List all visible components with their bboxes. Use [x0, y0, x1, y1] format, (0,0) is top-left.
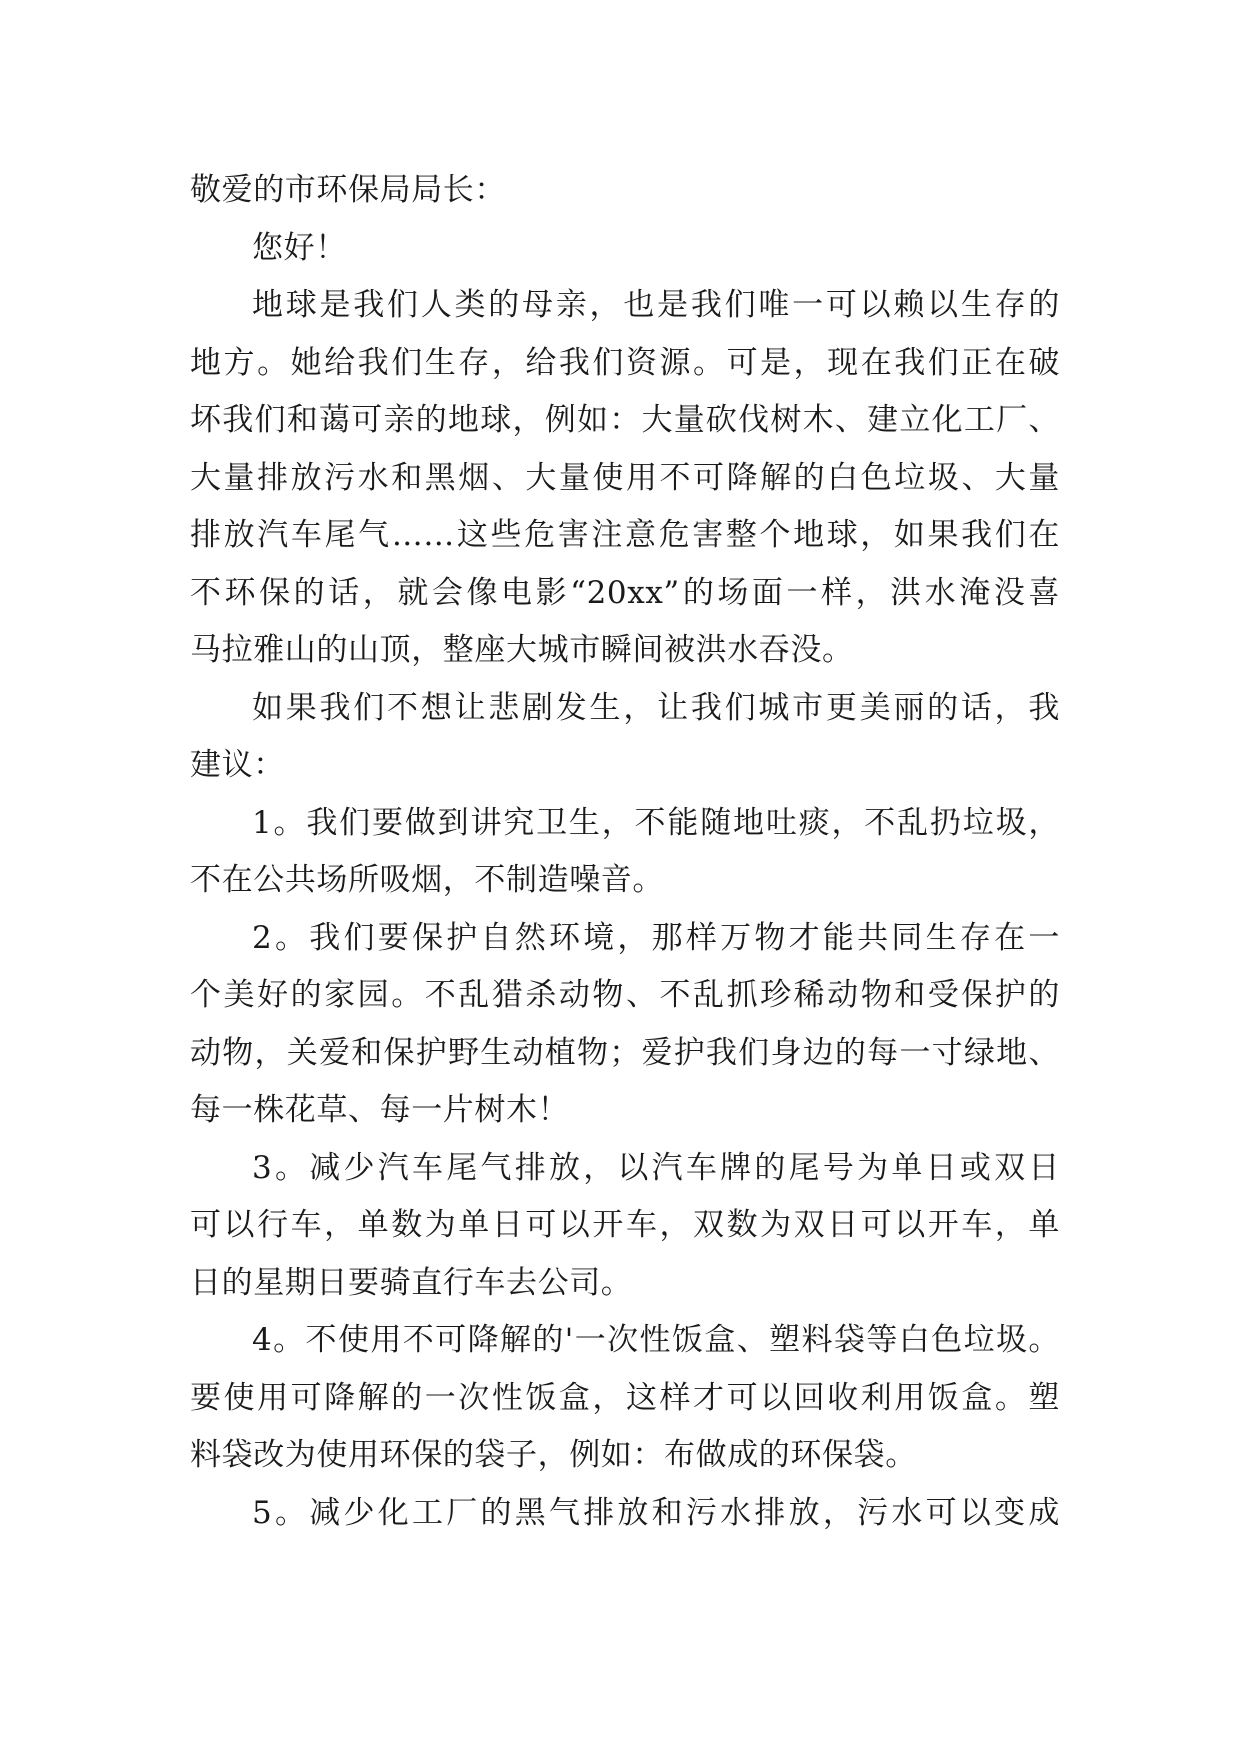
suggestion-2: [190, 910, 1060, 1140]
paragraph-line: 地方。她给我们生存，给我们资源。可是，现在我们正在破: [190, 344, 1060, 381]
suggestion-1: [190, 795, 1060, 910]
greeting: 您好！: [252, 229, 347, 266]
suggestion-3: [190, 1140, 1060, 1313]
paragraph-line: 要使用可降解的一次性饭盒，这样才可以回收利用饭盒。塑: [190, 1379, 1060, 1416]
paragraph-line: 3。减少汽车尾气排放，以汽车牌的尾号为单日或双日: [252, 1149, 1060, 1186]
paragraph-line: 马拉雅山的山顶，整座大城市瞬间被洪水吞没。: [190, 632, 854, 668]
paragraph-line: 1。我们要做到讲究卫生，不能随地吐痰，不乱扔垃圾，: [252, 804, 1060, 841]
paragraph-line: 每一株花草、每一片树木！: [190, 1092, 570, 1128]
paragraph-line: 地球是我们人类的母亲，也是我们唯一可以赖以生存的: [252, 287, 1060, 323]
paragraph-line: 料袋改为使用环保的袋子，例如：布做成的环保袋。: [190, 1437, 917, 1473]
paragraph-line: 2。我们要保护自然环境，那样万物才能共同生存在一: [252, 919, 1060, 956]
paragraph-line: 5。减少化工厂的黑气排放和污水排放，污水可以变成: [252, 1494, 1060, 1531]
suggestion-5: [190, 1485, 1060, 1543]
paragraph-proposal-intro: [190, 680, 1060, 795]
paragraph-line: 如果我们不想让悲剧发生，让我们城市更美丽的话，我: [252, 689, 1060, 726]
paragraph-line: 不在公共场所吸烟，不制造噪音。: [190, 862, 664, 898]
paragraph-line: 个美好的家园。不乱猎杀动物、不乱抓珍稀动物和受保护的: [190, 977, 1060, 1013]
paragraph-line: 大量排放污水和黑烟、大量使用不可降解的白色垃圾、大量: [190, 459, 1060, 496]
paragraph-line: 坏我们和蔼可亲的地球，例如：大量砍伐树木、建立化工厂、: [190, 402, 1060, 438]
paragraph-line: 4。不使用不可降解的'一次性饭盒、塑料袋等白色垃圾。: [252, 1322, 1060, 1358]
paragraph-line: 建议：: [190, 747, 285, 783]
paragraph-line: 排放汽车尾气……这些危害注意危害整个地球，如果我们在: [190, 517, 1060, 553]
paragraph-line: 不环保的话，就会像电影“20xx”的场面一样，洪水淹没喜: [190, 574, 1060, 611]
suggestion-4: [190, 1312, 1060, 1485]
salutation: 敬爱的市环保局局长：: [190, 172, 506, 208]
paragraph-intro: [190, 277, 1060, 680]
letter-body: [190, 162, 1060, 1542]
paragraph-line: 日的星期日要骑直行车去公司。: [190, 1264, 633, 1301]
paragraph-line: 动物，关爱和保护野生动植物；爱护我们身边的每一寸绿地、: [190, 1034, 1060, 1071]
paragraph-line: 可以行车，单数为单日可以开车，双数为双日可以开车，单: [190, 1207, 1060, 1243]
